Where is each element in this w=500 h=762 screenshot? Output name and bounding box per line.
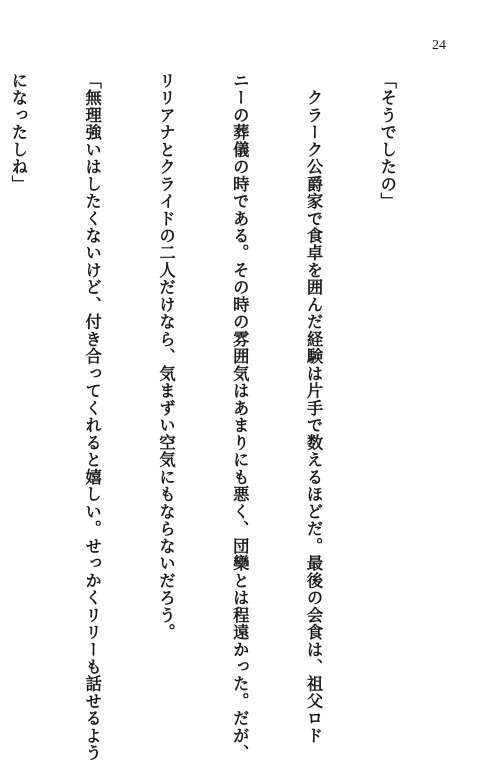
text-line: になったしね」 bbox=[8, 72, 28, 193]
text-line: 「そうでしたの」 bbox=[377, 72, 397, 210]
text-line: クラーク公爵家で食卓を囲んだ経験は片手で数えるほどだ。最後の会食は、祖父ロド bbox=[304, 72, 324, 745]
body-text bbox=[0, 72, 448, 762]
text-line: リリアナとクライドの二人だけなら、気まずい空気にもならないだろう。 bbox=[156, 72, 176, 641]
page-number: 24 bbox=[432, 38, 446, 53]
text-line: 「無理強いはしたくないけど、付き合ってくれると嬉しい。せっかくリリーも話せるよう bbox=[82, 72, 102, 762]
text-line: ニーの葬儀の時である。その時の雰囲気はあまりにも悪く、団欒とは程遠かった。だが、 bbox=[230, 72, 250, 762]
